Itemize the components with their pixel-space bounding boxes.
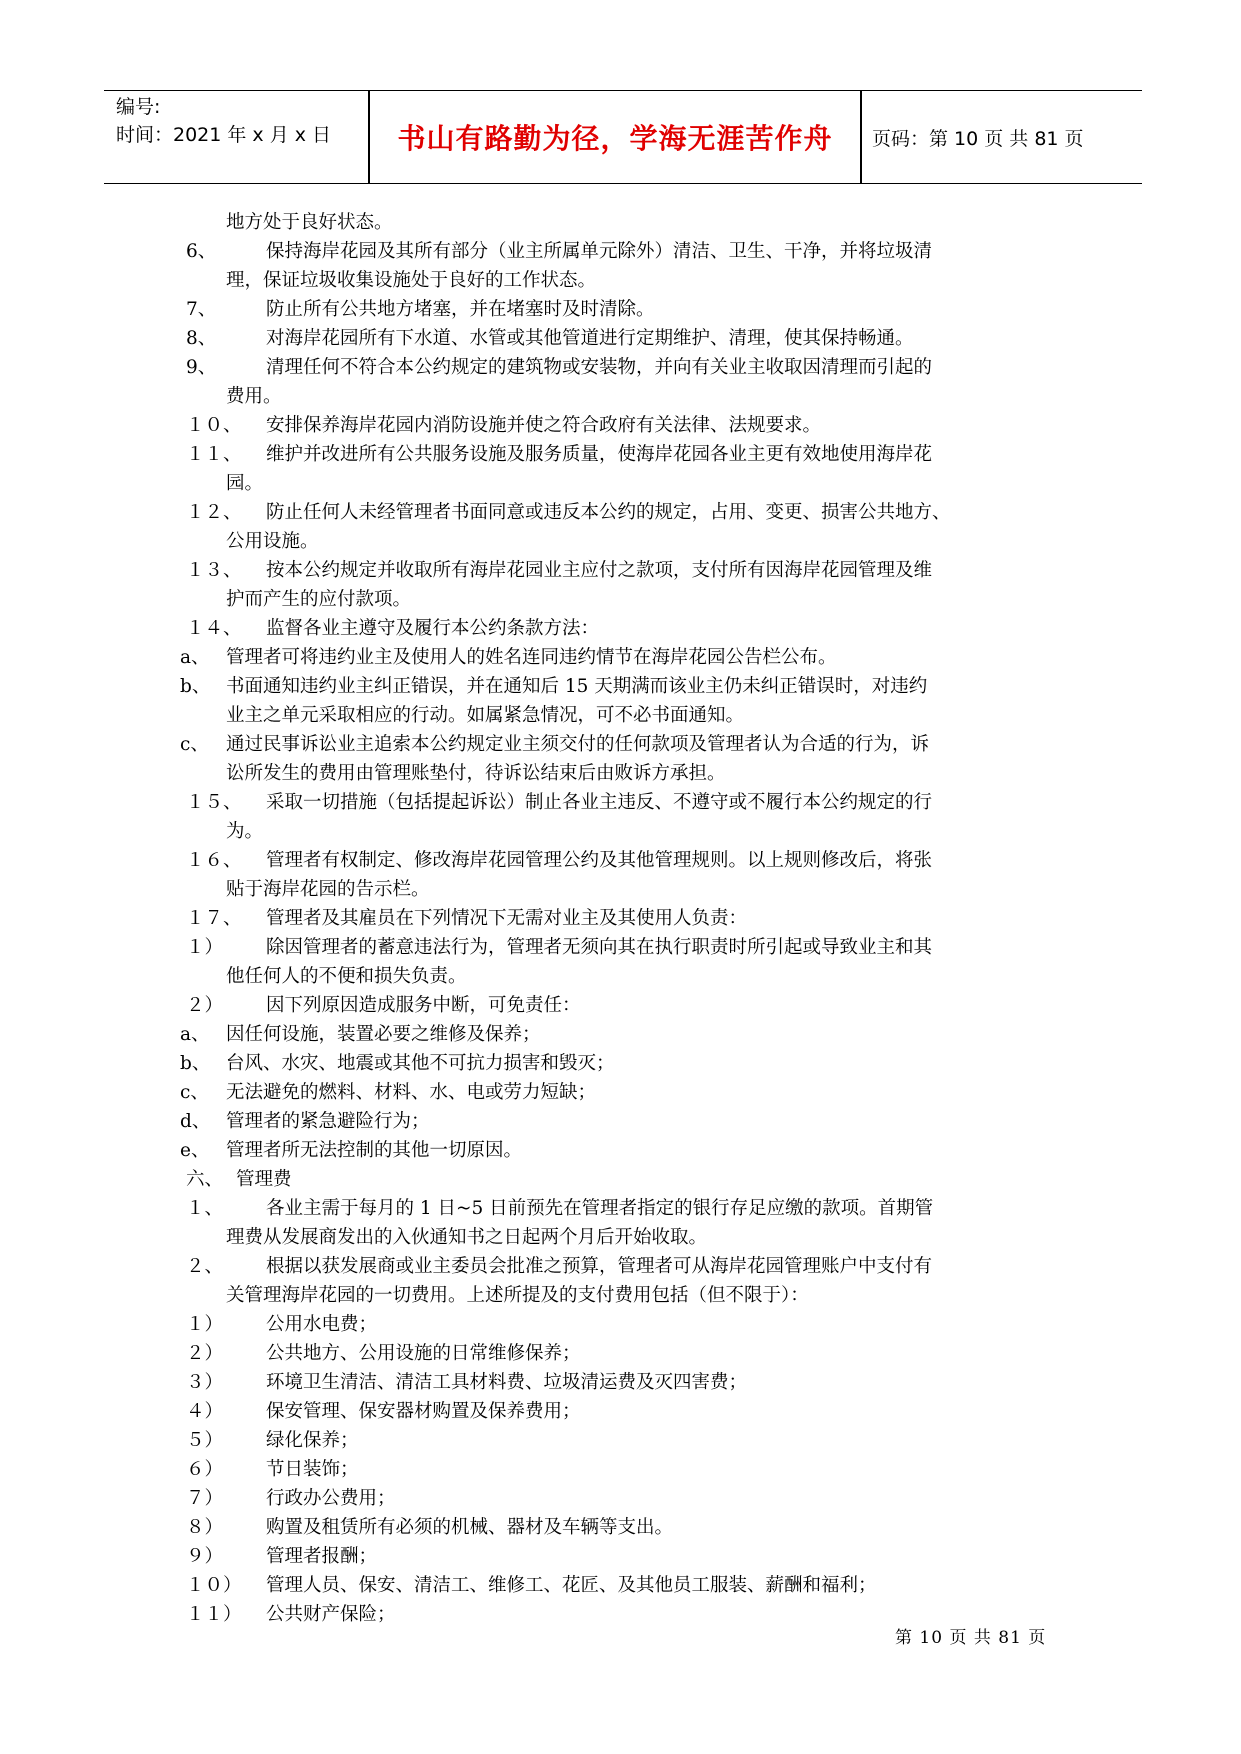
clause-number: a、 <box>180 647 210 668</box>
clause-item <box>180 1136 1060 1165</box>
clause-text-line: 管理者的紧急避险行为； <box>226 1111 430 1132</box>
clause-item <box>186 237 1060 295</box>
page-footer: 第 10 页 共 81 页 <box>895 1628 1047 1648</box>
page-header <box>104 90 1142 184</box>
clause-number: １０） <box>186 1575 242 1596</box>
clause-text-line: 护而产生的应付款项。 <box>226 589 412 610</box>
clause-number: b、 <box>180 1053 211 1074</box>
clause-item <box>186 295 1060 324</box>
clause-text-line: 安排保养海岸花园内消防设施并使之符合政府有关法律、法规要求。 <box>266 415 822 436</box>
clause-number: ７） <box>186 1488 224 1509</box>
clause-item <box>186 1484 1060 1513</box>
clause-text-line: 防止所有公共地方堵塞，并在堵塞时及时清除。 <box>266 299 655 320</box>
clause-text-line: 书面通知违约业主纠正错误，并在通知后 15 天期满而该业主仍未纠正错误时，对违约 <box>226 676 928 697</box>
clause-text-line: 台风、水灾、地震或其他不可抗力损害和毁灭； <box>226 1053 615 1074</box>
clause-item <box>186 1513 1060 1542</box>
clause-text-line: 节日装饰； <box>266 1459 359 1480</box>
clause-item <box>186 1194 1060 1252</box>
clause-text-line: 管理者所无法控制的其他一切原因。 <box>226 1140 523 1161</box>
clause-text-line: 理费从发展商发出的入伙通知书之日起两个月后开始收取。 <box>226 1227 708 1248</box>
clause-number: ２、 <box>186 1256 224 1277</box>
clause-text-line: 维护并改进所有公共服务设施及服务质量，使海岸花园各业主更有效地使用海岸花 <box>266 444 933 465</box>
clause-item <box>186 1252 1060 1310</box>
clause-item <box>186 498 1060 556</box>
clause-text-line: 地方处于良好状态。 <box>226 212 393 233</box>
clause-text-line: 管理人员、保安、清洁工、维修工、花匠、及其他员工服装、薪酬和福利； <box>266 1575 877 1596</box>
clause-text-line: 除因管理者的蓄意违法行为，管理者无须向其在执行职责时所引起或导致业主和其 <box>266 937 933 958</box>
document-number-label: 编号: <box>116 96 161 118</box>
clause-item <box>186 904 1060 933</box>
clause-item <box>180 1078 1060 1107</box>
clause-item <box>186 440 1060 498</box>
clause-text-line: 园。 <box>226 473 264 494</box>
clause-number: １１、 <box>186 444 242 465</box>
clause-text-line: 公用设施。 <box>226 531 319 552</box>
clause-text-line: 通过民事诉讼业主追索本公约规定业主须交付的任何款项及管理者认为合适的行为，诉 <box>226 734 930 755</box>
clause-item <box>180 730 1060 788</box>
clause-number: １６、 <box>186 850 242 871</box>
clause-text-line: 管理者有权制定、修改海岸花园管理公约及其他管理规则。以上规则修改后，将张 <box>266 850 933 871</box>
clause-item <box>186 1397 1060 1426</box>
clause-text-line: 理，保证垃圾收集设施处于良好的工作状态。 <box>226 270 597 291</box>
clause-item <box>186 208 1060 237</box>
clause-number: 六、 <box>186 1169 224 1190</box>
clause-item <box>186 353 1060 411</box>
clause-item <box>186 1571 1060 1600</box>
clause-text-line: 贴于海岸花园的告示栏。 <box>226 879 430 900</box>
clause-number: １３、 <box>186 560 242 581</box>
clause-number: １７、 <box>186 908 242 929</box>
clause-item <box>186 788 1060 846</box>
clause-text-line: 环境卫生清洁、清洁工具材料费、垃圾清运费及灭四害费； <box>266 1372 748 1393</box>
clause-number: 7、 <box>186 299 217 320</box>
clause-item <box>186 1455 1060 1484</box>
clause-text-line: 为。 <box>226 821 264 842</box>
clause-text-line: 关管理海岸花园的一切费用。上述所提及的支付费用包括（但不限于）： <box>226 1285 809 1306</box>
clause-item <box>180 1107 1060 1136</box>
clause-number: a、 <box>180 1024 210 1045</box>
clause-text-line: 管理者及其雇员在下列情况下无需对业主及其使用人负责： <box>266 908 748 929</box>
clause-number: ２） <box>186 1343 224 1364</box>
clause-number: 8、 <box>186 328 217 349</box>
clause-text-line: 业主之单元采取相应的行动。如属紧急情况，可不必书面通知。 <box>226 705 745 726</box>
clause-number: ２） <box>186 995 224 1016</box>
clause-text-line: 按本公约规定并收取所有海岸花园业主应付之款项，支付所有因海岸花园管理及维 <box>266 560 933 581</box>
clause-text-line: 管理者报酬； <box>266 1546 378 1567</box>
clause-number: ８） <box>186 1517 224 1538</box>
clause-number: ３） <box>186 1372 224 1393</box>
clause-text-line: 讼所发生的费用由管理账垫付，待诉讼结束后由败诉方承担。 <box>226 763 726 784</box>
clause-item <box>186 1368 1060 1397</box>
clause-item <box>186 614 1060 643</box>
clause-number: 9、 <box>186 357 217 378</box>
clause-number: c、 <box>180 1082 209 1103</box>
clause-text-line: 各业主需于每月的 1 日~5 日前预先在管理者指定的银行存足应缴的款项。首期管 <box>266 1198 934 1219</box>
clause-number: c、 <box>180 734 209 755</box>
clause-text-line: 保安管理、保安器材购置及保养费用； <box>266 1401 581 1422</box>
clause-item <box>186 991 1060 1020</box>
clause-number: ９） <box>186 1546 224 1567</box>
clause-number: １） <box>186 937 224 958</box>
clause-item <box>180 643 1060 672</box>
clause-item <box>180 1020 1060 1049</box>
clause-text-line: 费用。 <box>226 386 282 407</box>
header-divider <box>860 91 862 183</box>
clause-text-line: 对海岸花园所有下水道、水管或其他管道进行定期维护、清理，使其保持畅通。 <box>266 328 914 349</box>
clause-text-line: 因下列原因造成服务中断，可免责任： <box>266 995 581 1016</box>
clause-item <box>186 1339 1060 1368</box>
clause-number: 6、 <box>186 241 217 262</box>
clause-text-line: 采取一切措施（包括提起诉讼）制止各业主违反、不遵守或不履行本公约规定的行 <box>266 792 933 813</box>
clause-number: １、 <box>186 1198 224 1219</box>
clause-number: ５） <box>186 1430 224 1451</box>
clause-number: ４） <box>186 1401 224 1422</box>
clause-text-line: 购置及租赁所有必须的机械、器材及车辆等支出。 <box>266 1517 674 1538</box>
clause-item <box>186 1165 1060 1194</box>
clause-number: b、 <box>180 676 211 697</box>
clause-item <box>186 1310 1060 1339</box>
header-motto: 书山有路勤为径，学海无涯苦作舟 <box>397 122 833 155</box>
clause-number: e、 <box>180 1140 210 1161</box>
document-body <box>180 208 1060 1629</box>
clause-text-line: 公共财产保险； <box>266 1604 396 1625</box>
clause-text-line: 公共地方、公用设施的日常维修保养； <box>266 1343 581 1364</box>
clause-item <box>186 411 1060 440</box>
clause-item <box>186 933 1060 991</box>
clause-number: １０、 <box>186 415 242 436</box>
clause-text-line: 管理费 <box>236 1169 292 1190</box>
clause-text-line: 监督各业主遵守及履行本公约条款方法： <box>266 618 600 639</box>
header-left <box>116 93 331 149</box>
clause-text-line: 防止任何人未经管理者书面同意或违反本公约的规定，占用、变更、损害公共地方、 <box>266 502 951 523</box>
clause-text-line: 清理任何不符合本公约规定的建筑物或安装物，并向有关业主收取因清理而引起的 <box>266 357 933 378</box>
clause-text-line: 保持海岸花园及其所有部分（业主所属单元除外）清洁、卫生、干净，并将垃圾清 <box>266 241 933 262</box>
clause-item <box>186 1426 1060 1455</box>
clause-text-line: 管理者可将违约业主及使用人的姓名连同违约情节在海岸花园公告栏公布。 <box>226 647 837 668</box>
clause-text-line: 他任何人的不便和损失负责。 <box>226 966 467 987</box>
clause-number: １） <box>186 1314 224 1335</box>
clause-item <box>180 1049 1060 1078</box>
clause-number: d、 <box>180 1111 211 1132</box>
clause-item <box>186 556 1060 614</box>
clause-text-line: 无法避免的燃料、材料、水、电或劳力短缺； <box>226 1082 597 1103</box>
clause-number: １４、 <box>186 618 242 639</box>
clause-number: １１） <box>186 1604 242 1625</box>
clause-text-line: 根据以获发展商或业主委员会批准之预算，管理者可从海岸花园管理账户中支付有 <box>266 1256 933 1277</box>
clause-number: １５、 <box>186 792 242 813</box>
document-time-label: 时间：2021 年 x 月 x 日 <box>116 124 332 146</box>
clause-text-line: 公用水电费； <box>266 1314 378 1335</box>
clause-text-line: 行政办公费用； <box>266 1488 396 1509</box>
clause-item <box>180 672 1060 730</box>
clause-item <box>186 846 1060 904</box>
clause-number: １２、 <box>186 502 242 523</box>
clause-text-line: 绿化保养； <box>266 1430 359 1451</box>
clause-text-line: 因任何设施，装置必要之维修及保养； <box>226 1024 541 1045</box>
clause-item <box>186 1542 1060 1571</box>
header-page-info: 页码：第 10 页 共 81 页 <box>872 127 1084 150</box>
clause-item <box>186 324 1060 353</box>
clause-number: ６） <box>186 1459 224 1480</box>
